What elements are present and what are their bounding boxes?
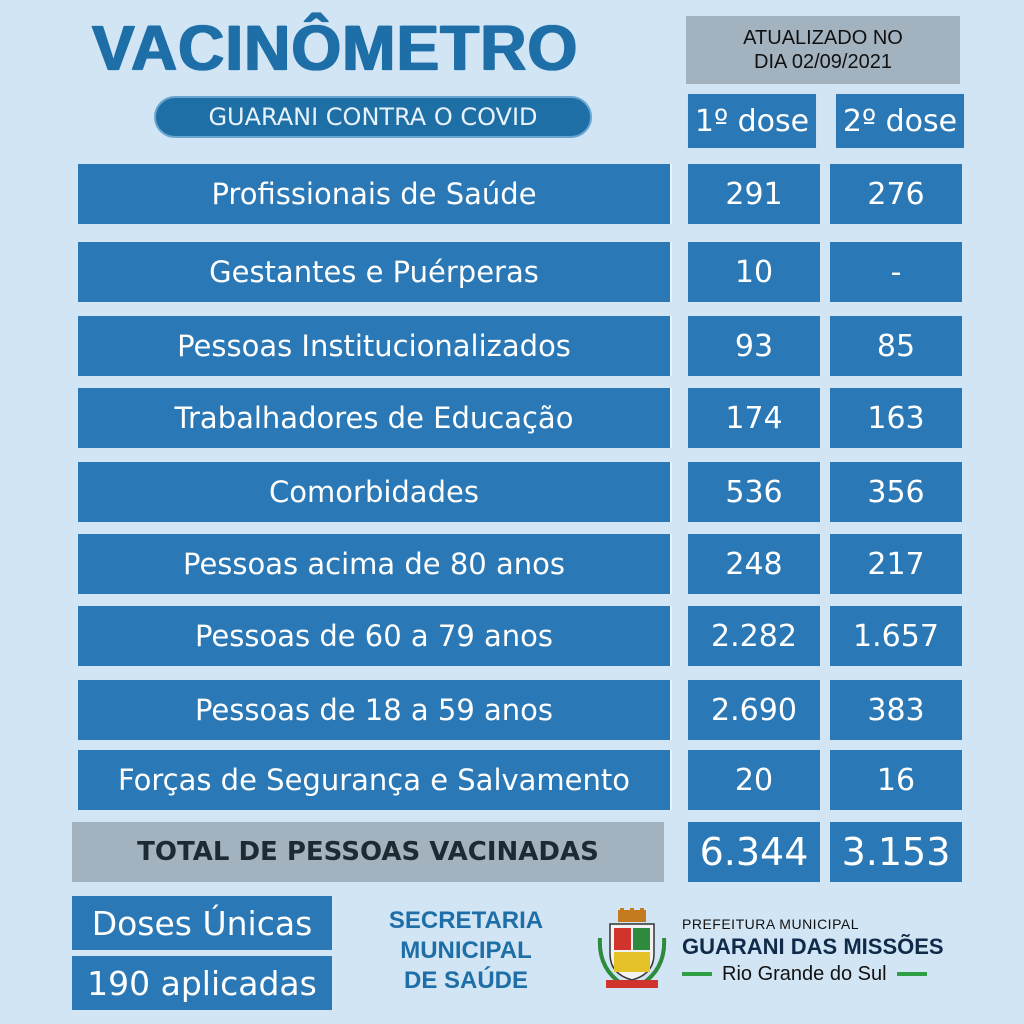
row-label: Pessoas acima de 80 anos <box>78 534 672 594</box>
total-dose1: 6.344 <box>688 822 820 882</box>
total-dose2: 3.153 <box>830 822 962 882</box>
single-dose-applied: 190 aplicadas <box>72 956 332 1010</box>
row-dose2: 217 <box>830 534 962 594</box>
row-label: Comorbidades <box>78 462 672 522</box>
municipal-crest-icon <box>596 908 668 992</box>
divider-right <box>897 972 927 976</box>
row-dose1: 291 <box>688 164 820 224</box>
secretaria-label <box>376 906 556 1006</box>
row-dose1: 248 <box>688 534 820 594</box>
page-title: VACINÔMETRO <box>92 12 579 84</box>
state-name: Rio Grande do Sul <box>722 962 887 985</box>
row-dose2: 356 <box>830 462 962 522</box>
row-label: Trabalhadores de Educação <box>78 388 672 448</box>
row-dose1: 174 <box>688 388 820 448</box>
row-dose2: - <box>830 242 962 302</box>
row-label: Pessoas de 60 a 79 anos <box>78 606 672 666</box>
secretaria-line2: MUNICIPAL <box>400 937 532 964</box>
row-dose1: 10 <box>688 242 820 302</box>
column-header-dose1: 1º dose <box>686 92 818 150</box>
updated-box <box>686 16 960 84</box>
total-label: TOTAL DE PESSOAS VACINADAS <box>72 822 664 882</box>
updated-line2: DIA 02/09/2021 <box>754 51 892 73</box>
row-dose1: 93 <box>688 316 820 376</box>
row-dose2: 85 <box>830 316 962 376</box>
row-dose1: 2.690 <box>688 680 820 740</box>
subtitle-pill: GUARANI CONTRA O COVID <box>154 96 592 138</box>
row-dose2: 16 <box>830 750 962 810</box>
state-line <box>682 960 972 988</box>
row-dose1: 20 <box>688 750 820 810</box>
row-label: Gestantes e Puérperas <box>78 242 672 302</box>
row-label: Forças de Segurança e Salvamento <box>78 750 672 810</box>
row-dose2: 383 <box>830 680 962 740</box>
row-label: Pessoas de 18 a 59 anos <box>78 680 672 740</box>
column-header-dose2: 2º dose <box>834 92 966 150</box>
row-label: Pessoas Institucionalizados <box>78 316 672 376</box>
row-label: Profissionais de Saúde <box>78 164 672 224</box>
single-dose-title: Doses Únicas <box>72 896 332 950</box>
prefeitura-label: PREFEITURA MUNICIPAL <box>682 916 859 932</box>
updated-line1: ATUALIZADO NO <box>743 27 903 49</box>
secretaria-line3: DE SAÚDE <box>403 967 529 994</box>
row-dose2: 276 <box>830 164 962 224</box>
secretaria-line1: SECRETARIA <box>388 907 544 934</box>
city-name: GUARANI DAS MISSÕES <box>682 934 944 959</box>
row-dose1: 2.282 <box>688 606 820 666</box>
row-dose2: 1.657 <box>830 606 962 666</box>
divider-left <box>682 972 712 976</box>
row-dose1: 536 <box>688 462 820 522</box>
row-dose2: 163 <box>830 388 962 448</box>
